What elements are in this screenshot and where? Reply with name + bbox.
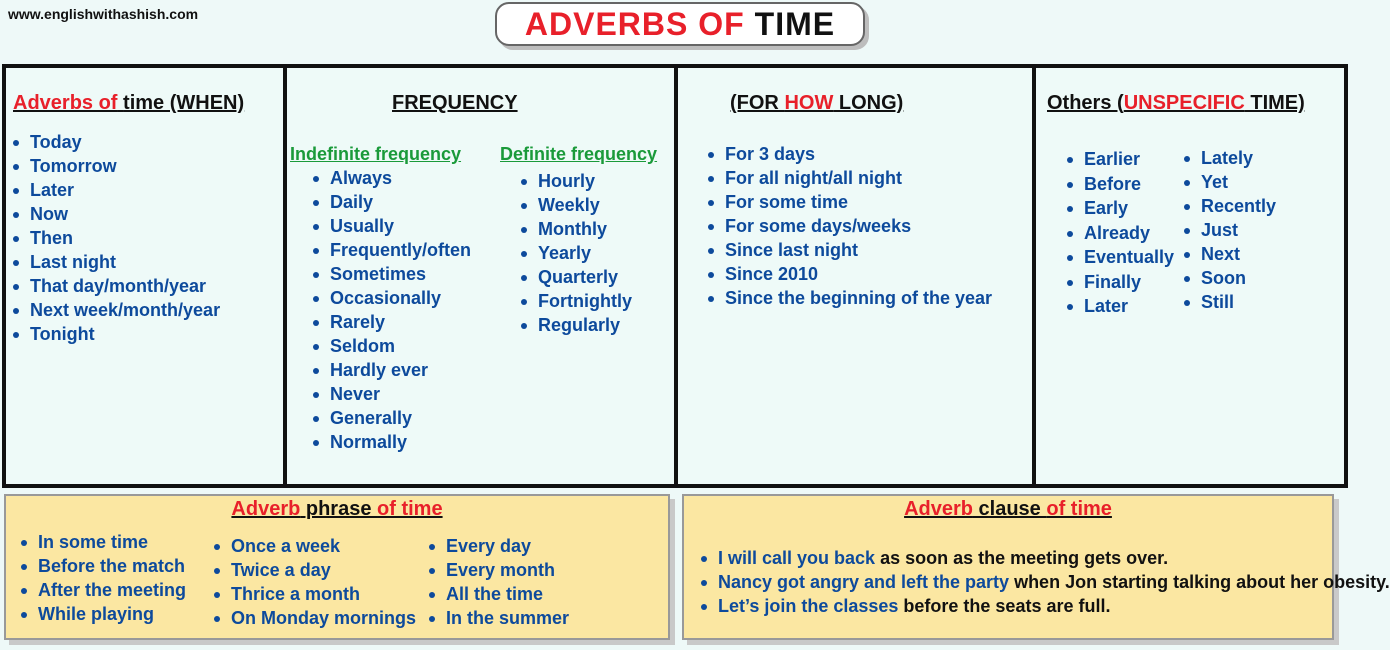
list-item: Earlier	[1066, 147, 1174, 172]
clause-time: as soon as the meeting gets over.	[875, 548, 1169, 568]
list-item: Weekly	[520, 193, 632, 217]
list-item: Usually	[312, 214, 471, 238]
list-item: Monthly	[520, 217, 632, 241]
list-item: Frequently/often	[312, 238, 471, 262]
clause-time: before the seats are full.	[898, 596, 1111, 616]
list-item: Normally	[312, 430, 471, 454]
site-url: www.englishwithashish.com	[8, 6, 199, 22]
phrase-title: Adverb phrase of time	[231, 498, 443, 520]
list-item: Seldom	[312, 334, 471, 358]
col3-list	[707, 142, 992, 310]
list-item: Sometimes	[312, 262, 471, 286]
column-divider	[1032, 68, 1036, 484]
clause-time: when Jon starting talking about her obesity.	[1009, 572, 1390, 592]
list-item: Last night	[12, 250, 220, 274]
list-item: Now	[12, 202, 220, 226]
list-item: Every month	[428, 558, 569, 582]
list-item: Hourly	[520, 169, 632, 193]
col4-heading: Others (UNSPECIFIC TIME)	[1047, 92, 1305, 114]
list-item: Regularly	[520, 313, 632, 337]
list-item: Later	[12, 178, 220, 202]
list-item: Tomorrow	[12, 154, 220, 178]
col1-list	[12, 130, 220, 346]
col2-heading: FREQUENCY	[392, 92, 518, 114]
list-item: Twice a day	[213, 558, 416, 582]
list-item: Before the match	[20, 554, 186, 578]
indefinite-heading: Indefinite frequency	[290, 144, 462, 164]
list-item: Next week/month/year	[12, 298, 220, 322]
clause-item	[700, 546, 1300, 570]
list-item: Never	[312, 382, 471, 406]
list-item: Since the beginning of the year	[707, 286, 992, 310]
list-item: After the meeting	[20, 578, 186, 602]
list-item: Fortnightly	[520, 289, 632, 313]
list-item: While playing	[20, 602, 186, 626]
title-part2: TIME	[754, 5, 836, 42]
definite-heading: Definite frequency	[500, 144, 658, 164]
list-item: Once a week	[213, 534, 416, 558]
indefinite-list	[312, 166, 471, 454]
list-item: Next	[1183, 242, 1276, 266]
list-item: Just	[1183, 218, 1276, 242]
list-item: For some days/weeks	[707, 214, 992, 238]
phrase-panel	[4, 494, 670, 640]
column-divider	[283, 68, 287, 484]
list-item: Yet	[1183, 170, 1276, 194]
list-item: Recently	[1183, 194, 1276, 218]
list-item: Already	[1066, 221, 1174, 246]
list-item: Eventually	[1066, 245, 1174, 270]
list-item: Always	[312, 166, 471, 190]
list-item: That day/month/year	[12, 274, 220, 298]
list-item: Then	[12, 226, 220, 250]
clause-main: Nancy got angry and left the party	[718, 572, 1010, 592]
list-item: Occasionally	[312, 286, 471, 310]
list-item: For 3 days	[707, 142, 992, 166]
list-item: Lately	[1183, 146, 1276, 170]
list-item: Thrice a month	[213, 582, 416, 606]
col4-left-list	[1066, 147, 1174, 319]
list-item: Since 2010	[707, 262, 992, 286]
list-item: Today	[12, 130, 220, 154]
list-item: On Monday mornings	[213, 606, 416, 630]
list-item: Quarterly	[520, 265, 632, 289]
list-item: Rarely	[312, 310, 471, 334]
definite-list	[520, 169, 632, 337]
phrase-list-a	[20, 530, 186, 626]
list-item: For all night/all night	[707, 166, 992, 190]
adverbs-grid	[2, 64, 1348, 488]
list-item: Since last night	[707, 238, 992, 262]
phrase-list-c	[428, 534, 569, 630]
col1-heading: Adverbs of time (WHEN)	[13, 92, 245, 114]
list-item: In the summer	[428, 606, 569, 630]
list-item: Every day	[428, 534, 569, 558]
list-item: All the time	[428, 582, 569, 606]
list-item: Still	[1183, 290, 1276, 314]
list-item: Tonight	[12, 322, 220, 346]
clause-main: Let’s join the classes	[718, 596, 899, 616]
list-item: Finally	[1066, 270, 1174, 295]
col4-right-list	[1183, 146, 1276, 314]
list-item: Hardly ever	[312, 358, 471, 382]
clause-title: Adverb clause of time	[904, 498, 1112, 520]
list-item: Soon	[1183, 266, 1276, 290]
list-item: For some time	[707, 190, 992, 214]
phrase-list-b	[213, 534, 416, 630]
list-item: Yearly	[520, 241, 632, 265]
list-item: Early	[1066, 196, 1174, 221]
col3-heading: (FOR HOW LONG)	[730, 92, 904, 114]
list-item: Daily	[312, 190, 471, 214]
clause-panel	[682, 494, 1390, 640]
clause-item	[700, 594, 1300, 618]
list-item: Before	[1066, 172, 1174, 197]
clause-list	[700, 546, 1390, 618]
clause-main: I will call you back	[718, 548, 876, 568]
title-part1: ADVERBS OF	[524, 5, 745, 42]
clause-item	[700, 570, 1390, 594]
column-divider	[674, 68, 678, 484]
list-item: In some time	[20, 530, 186, 554]
page-title	[495, 2, 865, 46]
list-item: Later	[1066, 294, 1174, 319]
list-item: Generally	[312, 406, 471, 430]
